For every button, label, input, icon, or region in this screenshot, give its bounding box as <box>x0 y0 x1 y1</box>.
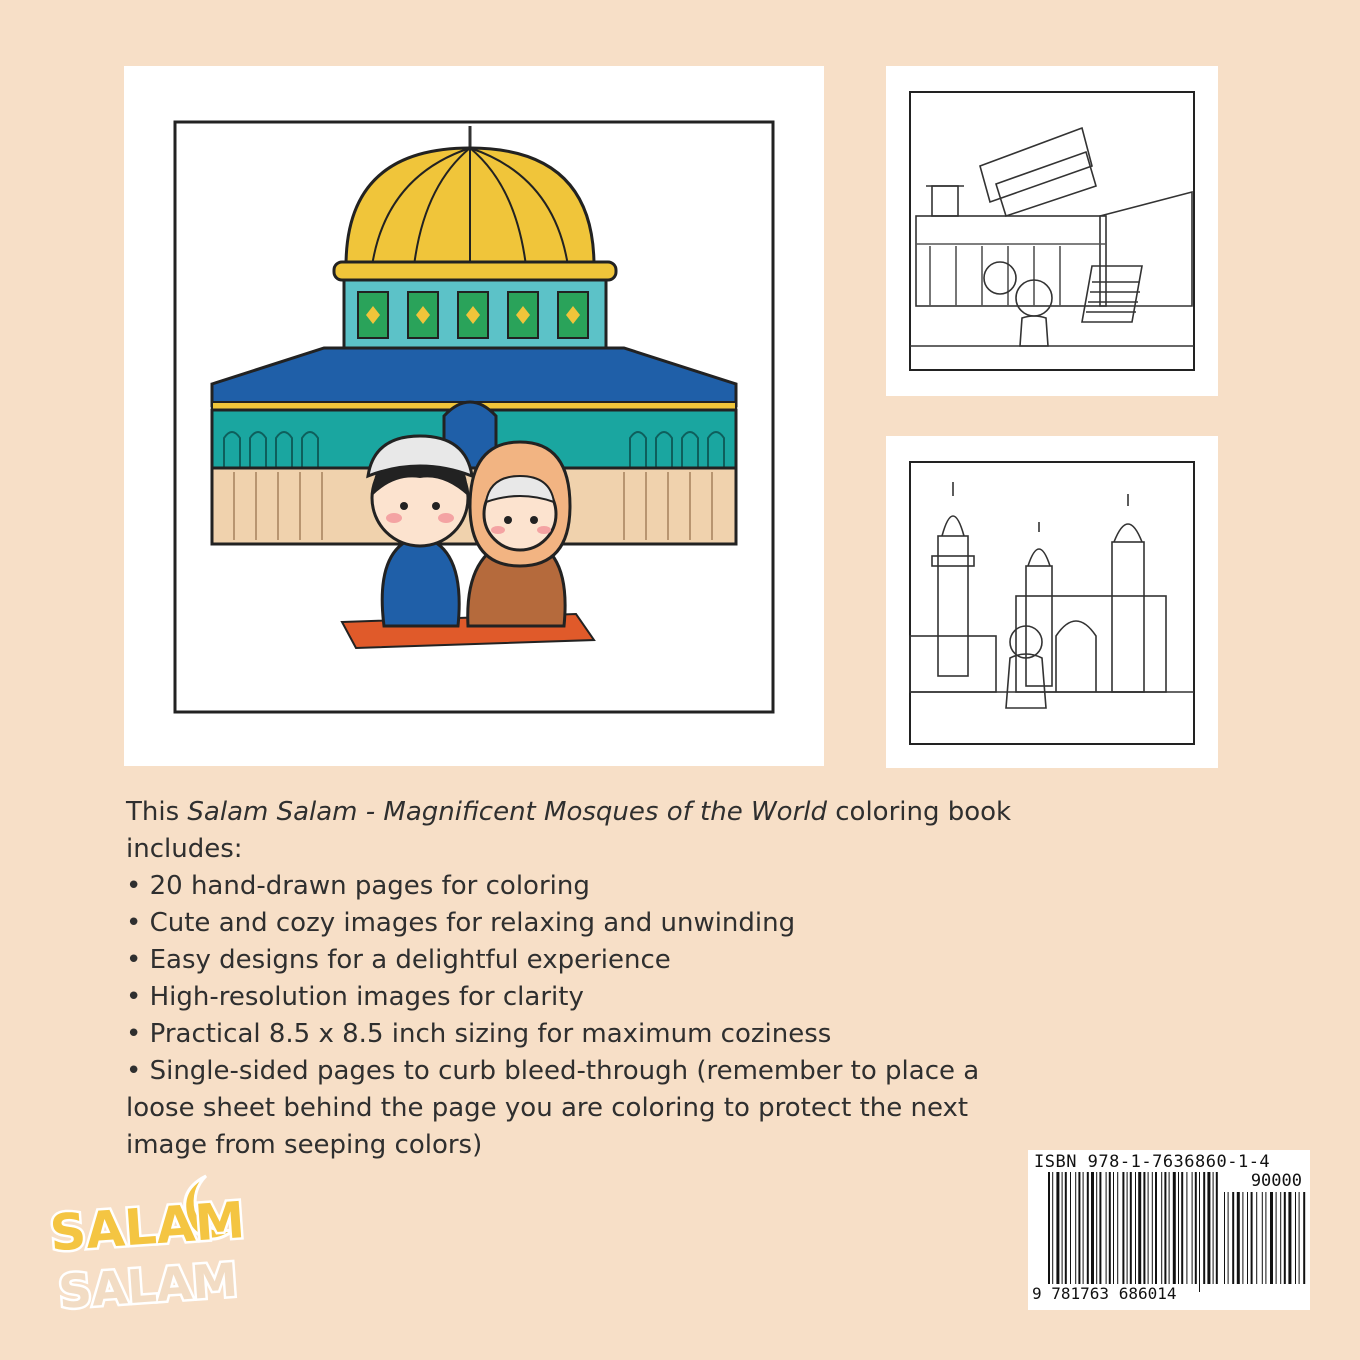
feature-item: • Easy designs for a delightful experience <box>126 945 671 975</box>
main-illustration-panel <box>124 66 824 766</box>
salam-salam-logo <box>44 1170 244 1320</box>
logo-line-1: SALAM <box>47 1191 244 1263</box>
mosque-dome-children-illustration-icon <box>124 66 824 766</box>
feature-item: • High-resolution images for clarity <box>126 982 584 1012</box>
feature-list <box>126 868 1046 1164</box>
price-code: 90000 <box>1250 1171 1302 1191</box>
book-title: Salam Salam - Magnificent Mosques of the World <box>187 797 827 827</box>
barcode-digits: 9 781763 686014 <box>1032 1284 1177 1303</box>
mosque-coloring-page-girl-icon <box>886 436 1218 768</box>
intro-prefix: This <box>126 797 188 827</box>
logo-line-2: SALAM <box>56 1252 240 1319</box>
feature-item: • Practical 8.5 x 8.5 inch sizing for maximum coziness <box>126 1019 832 1049</box>
intro-suffix: coloring book includes: <box>126 797 1012 864</box>
feature-item: • 20 hand-drawn pages for coloring <box>126 871 590 901</box>
coloring-page-preview-2 <box>886 436 1218 768</box>
description-intro <box>126 794 1046 868</box>
isbn-number: ISBN 978-1-7636860-1-4 <box>1034 1152 1271 1172</box>
mosque-coloring-page-boy-ball-icon <box>886 66 1218 396</box>
book-description <box>126 794 1046 1164</box>
feature-item: • Single-sided pages to curb bleed-through (remember to place a loose sheet behind the page you are coloring to protect the next image from seeping colors) <box>126 1056 980 1160</box>
feature-item: • Cute and cozy images for relaxing and unwinding <box>126 908 796 938</box>
coloring-page-preview-1 <box>886 66 1218 396</box>
isbn-barcode <box>1028 1150 1310 1310</box>
